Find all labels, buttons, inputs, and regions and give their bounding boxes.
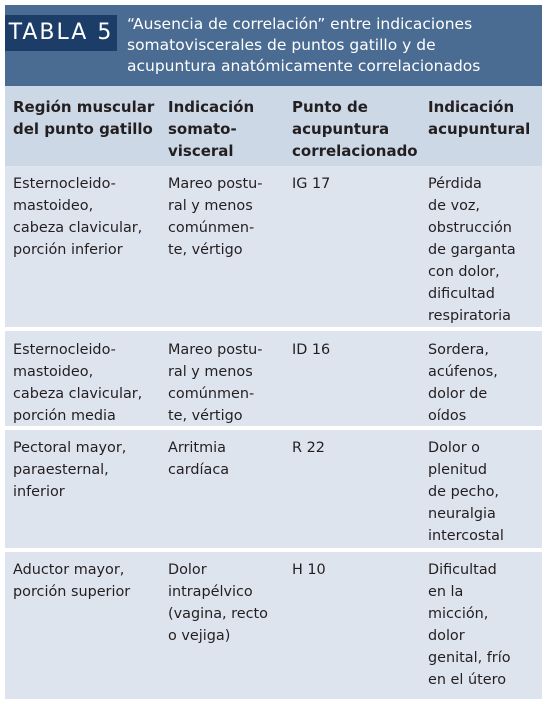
row-divider: [5, 426, 542, 430]
column-header-somatovisceral: Indicación somato- visceral: [168, 98, 255, 160]
table-title: “Ausencia de correlación” entre indicaciones somatoviscerales de puntos gatillo y de acupuntura anatómicamente correlacionados: [127, 15, 481, 75]
column-header-acupuncture: Indicación acupuntural: [428, 98, 531, 138]
cell-region: Esternocleido- mastoideo, cabeza clavicular, porción media: [13, 342, 143, 424]
table-frame: [5, 5, 542, 699]
cell-acupuncture: Sordera, acúfenos, dolor de oídos: [428, 342, 498, 424]
row-divider: [5, 548, 542, 552]
cell-region: Pectoral mayor, paraesternal, inferior: [13, 440, 127, 500]
column-header-region: Región muscular del punto gatillo: [13, 98, 155, 138]
cell-somatovisceral: Mareo postu- ral y menos comúnmen- te, vértigo: [168, 176, 263, 258]
table-header-banner: [5, 5, 542, 86]
cell-somatovisceral: Dolor intrapélvico (vagina, recto o vejiga): [168, 562, 268, 644]
table-number-tag: TABLA 5: [5, 15, 117, 51]
column-header-row: [5, 86, 542, 166]
row-divider: [5, 327, 542, 331]
cell-point: R 22: [292, 440, 325, 456]
cell-acupuncture: Dificultad en la micción, dolor genital, frío en el útero: [428, 562, 511, 688]
cell-region: Esternocleido- mastoideo, cabeza clavicular, porción inferior: [13, 176, 143, 258]
cell-point: IG 17: [292, 176, 331, 192]
cell-acupuncture: Pérdida de voz, obstrucción de garganta con dolor, dificultad respiratoria: [428, 176, 516, 324]
cell-acupuncture: Dolor o plenitud de pecho, neuralgia intercostal: [428, 440, 504, 544]
cell-point: H 10: [292, 562, 326, 578]
cell-point: ID 16: [292, 342, 331, 358]
cell-somatovisceral: Mareo postu- ral y menos comúnmen- te, vértigo: [168, 342, 263, 424]
cell-somatovisceral: Arritmia cardíaca: [168, 440, 230, 478]
cell-region: Aductor mayor, porción superior: [13, 562, 131, 600]
column-header-point: Punto de acupuntura correlacionado: [292, 98, 418, 160]
